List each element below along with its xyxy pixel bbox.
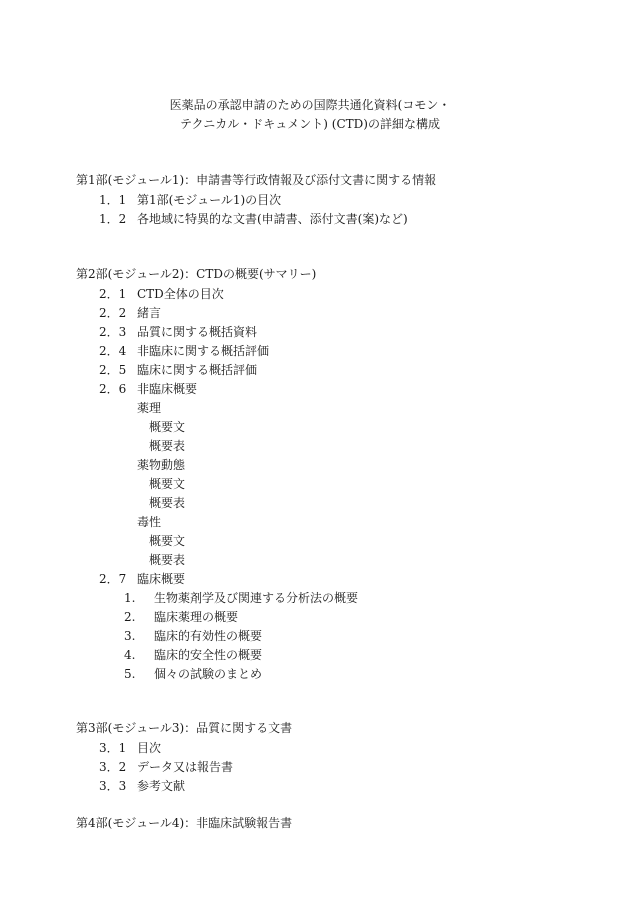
clinical-item [124, 609, 238, 625]
nonclinical-subitem: 概要表 [149, 496, 186, 510]
item-label: 緒言 [137, 306, 162, 320]
clinical-item [124, 647, 262, 663]
item-label: 各地域に特異的な文書(申請書、添付文書(案)など) [137, 212, 408, 226]
module-1-item [99, 211, 408, 227]
title-line-2: テクニカル・ドキュメント) (CTD)の詳細な構成 [180, 117, 440, 131]
item-label: 臨床薬理の概要 [154, 610, 239, 624]
nonclinical-subitem: 概要文 [149, 420, 186, 434]
item-label: 臨床的有効性の概要 [154, 629, 263, 643]
item-number: 2．1 [99, 287, 127, 301]
item-label: 品質に関する概括資料 [137, 325, 258, 339]
item-number: 1. [124, 591, 136, 605]
module-2-item [99, 286, 224, 302]
item-number: 1．1 [99, 193, 127, 207]
item-number: 1．2 [99, 212, 127, 226]
module-2-item [99, 381, 197, 397]
module-2-item [99, 362, 257, 378]
item-number: 3．1 [99, 741, 127, 755]
item-number: 2．5 [99, 363, 127, 377]
item-label: 目次 [137, 741, 162, 755]
item-label: CTD全体の目次 [137, 287, 224, 301]
item-number: 2．7 [99, 572, 127, 586]
clinical-item [124, 590, 358, 606]
nonclinical-section: 薬理 [137, 401, 162, 415]
item-number: 2．4 [99, 344, 127, 358]
nonclinical-subitem: 概要表 [149, 553, 186, 567]
item-label: 生物薬剤学及び関連する分析法の概要 [154, 591, 359, 605]
item-number: 2．3 [99, 325, 127, 339]
module-2-item [99, 343, 269, 359]
item-label: 参考文献 [137, 779, 186, 793]
item-number: 3．2 [99, 760, 127, 774]
module-3-item [99, 759, 233, 775]
item-label: 第1部(モジュール1)の目次 [137, 193, 282, 207]
module-3-item [99, 740, 161, 756]
item-label: 個々の試験のまとめ [154, 667, 263, 681]
item-number: 2. [124, 610, 136, 624]
module-2-item [99, 305, 161, 321]
item-number: 3．3 [99, 779, 127, 793]
nonclinical-section: 毒性 [137, 515, 162, 529]
item-label: 臨床に関する概括評価 [137, 363, 258, 377]
item-number: 3. [124, 629, 136, 643]
item-label: 非臨床に関する概括評価 [137, 344, 270, 358]
module-1-item [99, 192, 281, 208]
nonclinical-section: 薬物動態 [137, 458, 186, 472]
item-number: 2．2 [99, 306, 127, 320]
module-4-heading: 第4部(モジュール4)：非臨床試験報告書 [76, 816, 293, 830]
item-number: 2．6 [99, 382, 127, 396]
module-3-item [99, 778, 185, 794]
module-1-heading: 第1部(モジュール1)：申請書等行政情報及び添付文書に関する情報 [76, 173, 437, 187]
item-number: 5. [124, 667, 136, 681]
item-number: 4. [124, 648, 136, 662]
clinical-item [124, 628, 262, 644]
document-title [160, 96, 460, 134]
nonclinical-subitem: 概要表 [149, 439, 186, 453]
module-2-heading: 第2部(モジュール2)：CTDの概要(サマリー) [76, 267, 317, 281]
title-line-1: 医薬品の承認申請のための国際共通化資料(コモン・ [169, 98, 451, 112]
clinical-item [124, 666, 262, 682]
module-2-item [99, 571, 185, 587]
item-label: データ又は報告書 [137, 760, 234, 774]
nonclinical-subitem: 概要文 [149, 534, 186, 548]
item-label: 臨床概要 [137, 572, 186, 586]
nonclinical-subitem: 概要文 [149, 477, 186, 491]
item-label: 臨床的安全性の概要 [154, 648, 263, 662]
item-label: 非臨床概要 [137, 382, 198, 396]
module-2-item [99, 324, 257, 340]
module-3-heading: 第3部(モジュール3)：品質に関する文書 [76, 721, 293, 735]
